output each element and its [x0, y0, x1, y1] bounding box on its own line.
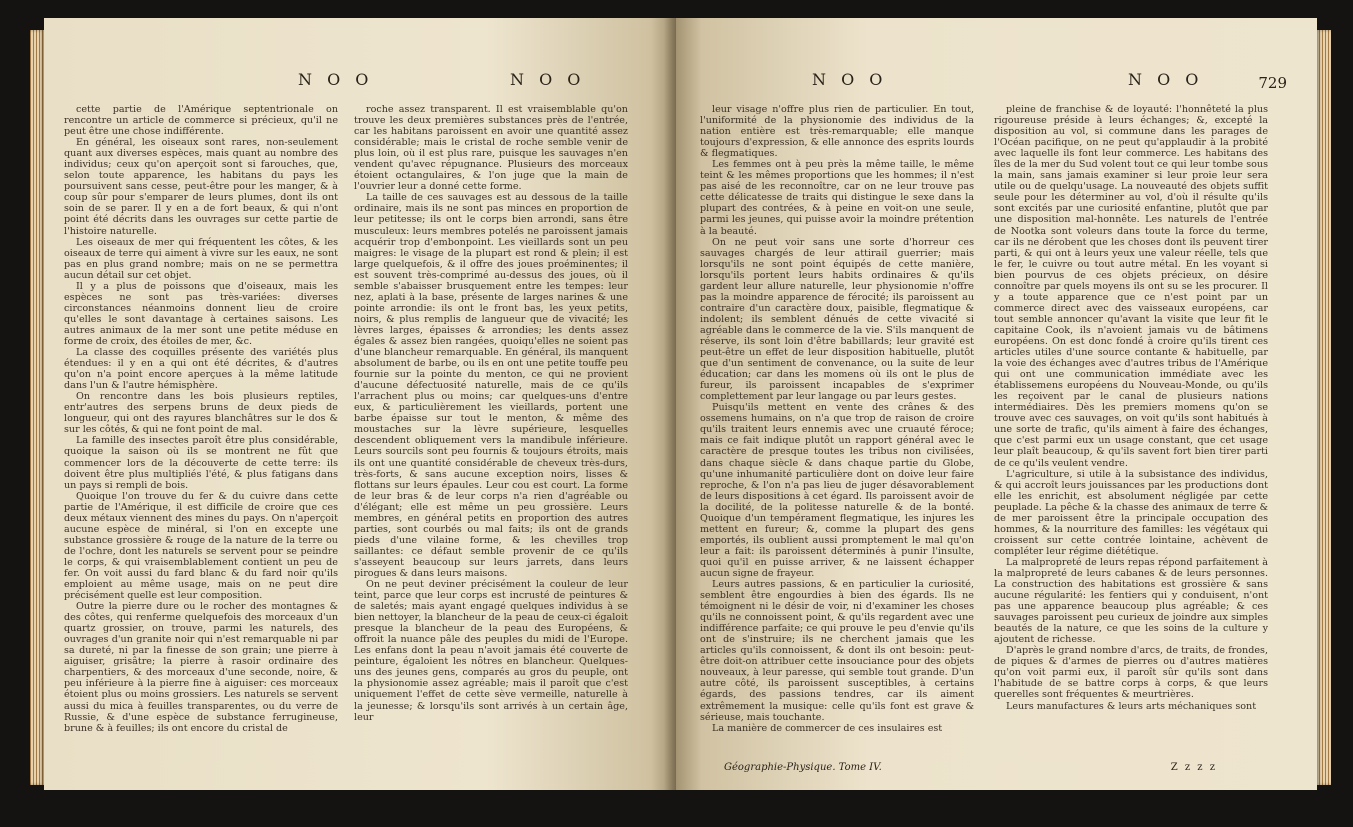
running-head-left: N O O	[812, 70, 888, 89]
paragraph: Leurs manufactures & leurs arts méchaniques sont	[1006, 700, 1257, 712]
paragraph: La manière de commercer de ces insulaires est	[712, 722, 943, 734]
footer-signature: Z z z z	[1170, 762, 1217, 773]
book-edge-right	[1317, 30, 1331, 785]
paragraph: Quoique l'on trouve du fer & du cuivre dans cette partie de l'Amérique, il est difficile de croire que ces deux métaux viennent des mines du pays. On n'aperçoit aucune espèce de minéral, si l'on en excepte une substance grossière & rouge de la nature de la terre ou de l'ochre, dont les naturels se servent pour se peindre le corps, & qui vraisemblablement contient un peu de fer. On voit aussi du fard blanc & du fard noir qu'ils emploient au même usage, mais on ne peut dire précisément quelle est leur composition.	[64, 490, 338, 602]
paragraph: Les oiseaux de mer qui fréquentent les côtes, & les oiseaux de terre qui aiment à vivre sur les eaux, ne sont pas en plus grand nombre; mais on ne se permettra aucun détail sur cet objet.	[64, 236, 338, 281]
paragraph: Il y a plus de poissons que d'oiseaux, mais les espèces ne sont pas très-variées: diverses circonstances néanmoins donnent lieu de croire qu'elles le sont davantage à certaines saisons. Les autres animaux de la mer sont une petite méduse en forme de croix, des étoiles de mer, &c.	[64, 280, 338, 347]
paragraph: La famille des insectes paroît être plus considérable, quoique la saison où ils se montrent ne fût que commencer lors de la découverte de cette terre: ils doivent être plus multipliés l'été, & plus fatigans dans un pays si rempli de bois.	[64, 435, 338, 491]
page-number: 729	[1258, 74, 1287, 92]
paragraph: On rencontre dans les bois plusieurs reptiles, entr'autres des serpens bruns de deux pieds de longueur, qui ont des rayures blanchâtres sur le dos & sur les côtés, & qui ne font point de mal.	[64, 391, 338, 436]
paragraph: D'après le grand nombre d'arcs, de traits, de frondes, de piques & d'armes de pierres ou d'autres matières qu'on voit parmi eux, il paroît sûr qu'ils sont dans l'habitude de se battre corps à corps, & que leurs querelles sont fréquentes & meurtrières.	[994, 645, 1268, 701]
paragraph: pleine de franchise & de loyauté: l'honnêteté la plus rigoureuse préside à leurs échanges; &, excepté la disposition au vol, si commune dans les parages de l'Océan pacifique, on ne peut qu'applaudir à la probité avec laquelle ils font leur commerce. Les habitans des îles de la mer du Sud volent tout ce qui leur tombe sous la main, sans jamais examiner si leur proie leur sera utile ou de quelqu'usage. La nouveauté des objets suffit seule pour les déterminer au vol, d'où il résulte qu'ils sont excités par une curiosité enfantine, plutôt que par une disposition mal-honnête. Les naturels de l'entrée de Nootka sont voleurs dans toute la force du terme, car ils ne dérobent que les choses dont ils peuvent tirer parti, & qui ont à leurs yeux une valeur réelle, tels que le fer, le cuivre ou tout autre métal. En les voyant si bien pourvus de ces objets précieux, on désire connoître par quels moyens ils ont su se les procurer. Il y a toute apparence que ce n'est point par un commerce direct avec des vaisseaux européens, car tout semble annoncer qu'avant la visite que leur fit le capitaine Cook, ils n'avoient jamais vu de bâtimens européens. On est donc fondé à croire qu'ils tirent ces articles utiles d'une source contante & habituelle, par la voie des échanges avec d'autres tribus de l'Amérique qui ont une communication immédiate avec les établissemens européens du Nouveau-Monde, ou qu'ils les reçoivent par le canal de plusieurs nations intermédiaires. Dès les premiers momens qu'on se trouve avec ces sauvages, on voit qu'ils sont habitués à une sorte de trafic, qu'ils aiment à faire des échanges, que c'est parmi eux un usage constant, que cet usage leur plaît beaucoup, & qu'ils savent fort bien tirer parti de ce qu'ils veulent vendre.	[994, 104, 1268, 469]
paragraph: La classe des coquilles présente des variétés plus étendues: il y en a qui ont été décrites, & d'autres qu'on n'a point encore aperçues à la même latitude dans l'un & l'autre hémisphère.	[64, 347, 338, 392]
paragraph: La taille de ces sauvages est au dessous de la taille ordinaire, mais ils ne sont pas minces en proportion de leur petitesse; ils ont le corps bien arrondi, sans être musculeux: leurs membres potelés ne paroissent jamais acquérir trop d'embonpoint. Les vieillards sont un peu maigres: le visage de la plupart est rond & plein; il est large quelquefois, & il offre des joues proéminentes; il est souvent très-comprimé au-dessus des joues, où il semble s'abaisser brusquement entre les tempes: leur nez, aplati à la base, présente de larges narines & une pointe arrondie: ils ont le front bas, les yeux petits, noirs, & plus remplis de langueur que de vivacité; les lèvres larges, épaisses & arrondies; les dents assez égales & assez bien rangées, quoiqu'elles ne soient pas d'une blancheur remarquable. En général, ils manquent absolument de barbe, ou ils en ont une petite touffe peu fournie sur la pointe du menton, ce qui ne provient d'aucune défectuosité naturelle, mais de ce qu'ils l'arrachent plus ou moins; car quelques-uns d'entre eux, & particulièrement les vieillards, portent une barbe épaisse sur tout le menton, & même des moustaches sur la lèvre supérieure, lesquelles descendent obliquement vers la mandibule inférieure. Leurs sourcils sont peu fournis & toujours étroits, mais ils ont une quantité considérable de cheveux très-durs, très-forts, & sans aucune exception noirs, lisses & flottans sur leurs épaules. Leur cou est court. La forme de leur bras & de leur corps n'a rien d'agréable ou d'élégant; elle est même un peu grossière. Leurs membres, en général petits en proportion des autres parties, sont courbés ou mal faits; ils ont de grands pieds d'une vilaine forme, & les chevilles trop saillantes: ce défaut semble provenir de ce qu'ils s'asseyent beaucoup sur leurs jarrets, dans leurs pirogues & dans leurs maisons.	[354, 192, 628, 579]
paragraph: En général, les oiseaux sont rares, non-seulement quant aux diverses espèces, mais quant au nombre des individus; ceux qu'on aperçoit sont si farouches, que, selon toute apparence, les habitans du pays les poursuivent sans cesse, peut-être pour les manger, & à coup sûr pour s'emparer de leurs plumes, dont ils ont soin de se parer. Il y en a de fort beaux, & qui n'ont point été décrits dans les ouvrages sur cette partie de l'histoire naturelle.	[64, 137, 338, 237]
paragraph: Puisqu'ils mettent en vente des crânes & des ossemens humains, on n'a que trop de raison de croire qu'ils traitent leurs ennemis avec une cruauté féroce; mais ce fait indique plutôt un rapport général avec le caractère de presque toutes les tribus non civilisées, dans chaque siècle & dans chaque partie du Globe, qu'une inhumanité particulière dont on doive leur faire reproche, & l'on n'a pas lieu de juger désavorablement de leurs dispositions à cet égard. Ils paroissent avoir de la docilité, de la politesse naturelle & de la bonté. Quoique d'un tempérament flegmatique, les injures les mettent en fureur; &, comme la plupart des gens emportés, ils oublient aussi promptement le mal qu'on leur a fait: ils paroissent déterminés à punir l'insulte, quoi qu'il en puisse arriver, & ne laissent échapper aucun signe de frayeur.	[700, 402, 974, 579]
running-head-left: N O O	[298, 70, 374, 89]
paragraph: roche assez transparent. Il est vraisemblable qu'on trouve les deux premières substances près de l'entrée, car les habitans paroissent en avoir une quantité assez considérable; mais le cristal de roche semble venir de plus loin, où il est plus rare, puisque les sauvages n'en vendent qu'avec répugnance. Plusieurs des morceaux étoient octangulaires, & l'on juge que la main de l'ouvrier leur a donné cette forme.	[354, 104, 628, 193]
footer-left: Géographie-Physique. Tome IV.	[724, 762, 882, 773]
paragraph: leur visage n'offre plus rien de particulier. En tout, l'uniformité de la physionomie des individus de la nation entière est très-remarquable; elle manque toujours d'expression, & elle annonce des esprits lourds & flegmatiques.	[700, 104, 974, 160]
left-page	[44, 18, 676, 790]
text-column-2	[994, 104, 1268, 776]
running-head-right: N O O	[510, 70, 586, 89]
paragraph: La malpropreté de leurs repas répond parfaitement à la malpropreté de leurs cabanes & de leurs personnes. La construction des habitations est grossière & sans aucune régularité: les fentiers qui y conduisent, n'ont pas une apparence beaucoup plus agréable; & ces sauvages paroissent peu curieux de joindre aux simples beautés de la nature, ce que les soins de la culture y ajoutent de richesse.	[994, 556, 1268, 646]
paragraph: L'agriculture, si utile à la subsistance des individus, & qui accroît leurs jouissances par les productions dont elle les enrichit, est absolument négligée par cette peuplade. La pêche & la chasse des animaux de terre & de mer paroissent être la principale occupation des hommes, & la nourriture des familles: les végétaux qui croissent sur cette contrée lointaine, achèvent de compléter leur régime diététique.	[994, 468, 1268, 557]
text-column-1	[64, 104, 338, 776]
paragraph: cette partie de l'Amérique septentrionale on rencontre un article de commerce si précieux, qu'il ne peut être une chose indifférente.	[64, 104, 338, 138]
paragraph: Outre la pierre dure ou le rocher des montagnes & des côtes, qui renferme quelquefois des morceaux d'un quartz grossier, on trouve, parmi les naturels, des ouvrages d'un granite noir qui n'est remarquable ni par sa dureté, ni par la finesse de son grain; une pierre à aiguiser, grisâtre; la pierre à rasoir ordinaire des charpentiers, & des morceaux d'une seconde, noire, & peu inférieure à la pierre fine à aiguiser: ces morceaux étoient plus ou moins grossiers. Les naturels se servent aussi du mica à feuilles transparentes, ou du verre de Russie, & d'une espèce de substance ferrugineuse, brune & à feuilles; ils ont encore du cristal de	[64, 601, 338, 734]
paragraph: Leurs autres passions, & en particulier la curiosité, semblent être engourdies à bien des égards. Ils ne témoignent ni le désir de voir, ni d'examiner les choses qu'ils ne connoissent point, & qu'ils regardent avec une indifférence parfaite; ce qui prouve le peu d'envie qu'ils ont de s'instruire; ils ne cherchent jamais que les articles qu'ils connoissent, & dont ils ont besoin: peut-être doit-on attribuer cette insouciance pour des objets nouveaux, à leur paresse, qui semble tout grande. D'un autre côté, ils paroissent susceptibles, à certains égards, des passions tendres, car ils aiment extrêmement la musique: celle qu'ils font est grave & sérieuse, mais touchante.	[700, 579, 974, 723]
text-column-2	[354, 104, 628, 776]
text-column-1	[700, 104, 974, 776]
paragraph: Les femmes ont à peu près la même taille, le même teint & les mêmes proportions que les hommes; il n'est pas aisé de les reconnoître, car on ne leur trouve pas cette délicatesse de traits qui distingue le sexe dans la plupart des contrées, & à peine en voit-on une seule, parmi les jeunes, qui puisse avoir la moindre prétention à la beauté.	[700, 159, 974, 237]
running-head-right: N O O	[1128, 70, 1204, 89]
paragraph: On ne peut deviner précisément la couleur de leur teint, parce que leur corps est incrusté de peintures & de saletés; mais ayant engagé quelques individus à se bien nettoyer, la blancheur de la peau de ceux-ci égaloit presque la blancheur de la peau des Européens, & offroit la nuance pâle des peuples du midi de l'Europe. Les enfans dont la peau n'avoit jamais été couverte de peinture, égaloient les nôtres en blancheur. Quelques-uns des jeunes gens, comparés au gros du peuple, ont la physionomie assez agréable; mais il paroît que c'est uniquement l'effet de cette sève vermeille, naturelle à la jeunesse; & lorsqu'ils sont arrivés à un certain âge, leur	[354, 579, 628, 723]
book-edge-left	[30, 30, 44, 785]
paragraph: On ne peut voir sans une sorte d'horreur ces sauvages chargés de leur attirail guerrier; mais lorsqu'ils ne sont point équipés de cette manière, lorsqu'ils portent leurs habits ordinaires & qu'ils gardent leur allure naturelle, leur physionomie n'offre pas la moindre apparence de férocité; ils paroissent au contraire d'un caractère doux, paisible, flegmatique & indolent; ils semblent dénués de cette vivacité si agréable dans le commerce de la vie. S'ils manquent de réserve, ils sont loin d'être babillards; leur gravité est peut-être un effet de leur disposition habituelle, plutôt que d'un sentiment de convenance, ou la suite de leur éducation; car dans les momens où ils ont le plus de fureur, ils paroissent incapables de s'exprimer complettement par leur langage ou par leurs gestes.	[700, 236, 974, 403]
right-page	[676, 18, 1317, 790]
